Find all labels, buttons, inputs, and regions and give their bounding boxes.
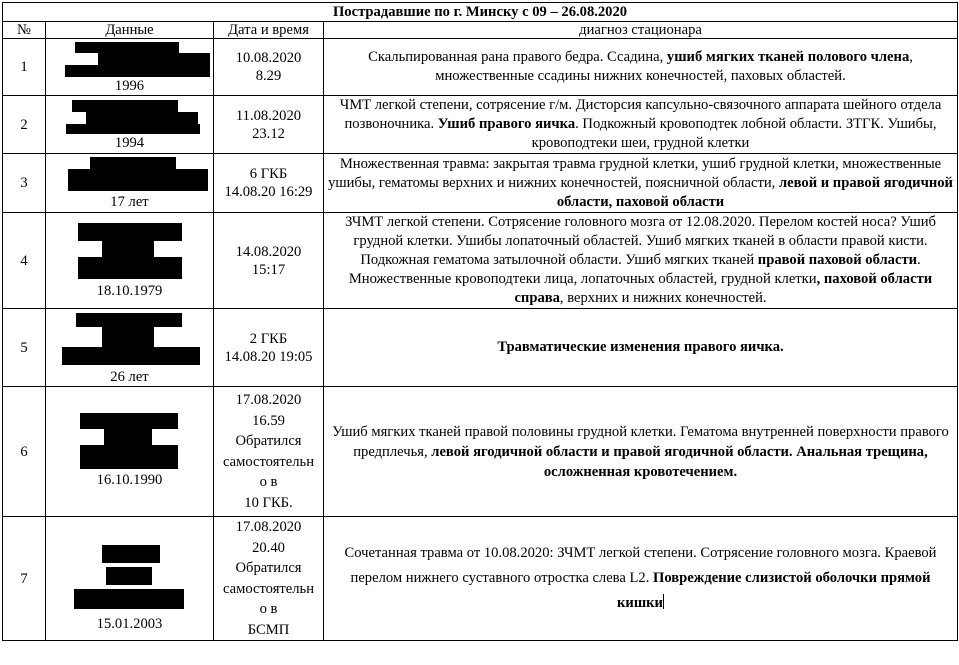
redaction-block bbox=[74, 589, 184, 609]
diagnosis-bold-text: Ушиб правого яичка bbox=[437, 116, 576, 132]
row-number: 7 bbox=[3, 517, 46, 641]
datetime-cell bbox=[214, 39, 324, 96]
data-cell bbox=[46, 213, 214, 309]
datetime-line: 23.12 bbox=[252, 125, 285, 142]
datetime-line: 14.08.20 19:05 bbox=[224, 348, 313, 365]
diagnosis-text: . Множественные кровоподтеки лица, лопаточных областей, грудной клетки bbox=[348, 252, 921, 287]
datetime-line: Обратился bbox=[235, 433, 302, 449]
redaction-block bbox=[76, 313, 182, 327]
redaction-block bbox=[62, 347, 200, 365]
datetime-line: 16.59 bbox=[252, 412, 285, 429]
diagnosis-text: . Подкожный кровоподтек лобной области. ЗТГК. Ушибы, кровоподтеки шеи, грудной клетки bbox=[531, 116, 937, 151]
table-row bbox=[3, 517, 958, 641]
datetime-cell bbox=[214, 213, 324, 309]
diagnosis-text: Ушиб мягких тканей правой половины грудной клетки. Гематома внутренней поверхности правого предплечья, bbox=[332, 423, 949, 460]
data-cell bbox=[46, 387, 214, 517]
row-number: 6 bbox=[3, 387, 46, 517]
col-header-diagnosis: диагноз стационара bbox=[324, 22, 958, 39]
datetime-line: 17.08.2020 bbox=[235, 392, 302, 408]
redaction-block bbox=[72, 100, 178, 112]
birth-data: 1994 bbox=[114, 135, 145, 151]
diagnosis-text: ЗЧМТ легкой степени. Сотрясение головного мозга от 12.08.2020. Перелом костей носа? Ушиб грудной клетки. Ушибы лопаточный областей. Ушиб мягких тканей в области правой кисти. Подкожная гематома затылочной области. Ушиб мягких тканей bbox=[345, 214, 936, 268]
datetime-line: 10 ГКБ. bbox=[244, 494, 293, 511]
diagnosis-bold-text: Повреждение слизистой оболочки прямой кишки bbox=[617, 570, 931, 611]
diagnosis-text: Скальпированная рана правого бедра. Ссадина, bbox=[368, 49, 667, 65]
datetime-line: 6 ГКБ bbox=[249, 166, 288, 182]
diagnosis-cell bbox=[324, 213, 958, 309]
datetime-line: 17.08.2020 bbox=[235, 519, 302, 535]
diagnosis-cell bbox=[324, 39, 958, 96]
diagnosis-bold-text: ушиб мягких тканей полового члена bbox=[666, 49, 910, 65]
col-header-datetime: Дата и время bbox=[214, 22, 324, 39]
datetime-line: самостоятельн bbox=[222, 453, 315, 470]
datetime-line: о в bbox=[259, 601, 278, 617]
diagnosis-bold-text: Травматические изменения правого яичка. bbox=[497, 339, 784, 355]
diagnosis-cell bbox=[324, 96, 958, 154]
datetime-line: 8.29 bbox=[255, 68, 282, 84]
redaction-block bbox=[104, 429, 152, 445]
diagnosis-text: , верхних и нижних конечностей. bbox=[559, 290, 767, 306]
redaction-block bbox=[90, 157, 176, 169]
redaction-block bbox=[98, 53, 210, 65]
birth-data: 26 лет bbox=[110, 369, 149, 385]
diagnosis-text: Множественная травма: закрытая травма грудной клетки, ушиб грудной клетки, множественные ушибы, гематомы верхних и нижних конечностей, поясничной области, bbox=[328, 155, 942, 191]
redaction-block bbox=[68, 169, 208, 181]
diagnosis-cell bbox=[324, 309, 958, 387]
birth-data: 1996 bbox=[114, 78, 145, 94]
datetime-line: 11.08.2020 bbox=[235, 107, 302, 124]
text-cursor bbox=[663, 594, 664, 609]
diagnosis-bold-text: правой паховой области bbox=[757, 252, 918, 268]
redaction-block bbox=[102, 545, 160, 563]
datetime-line: 10.08.2020 bbox=[235, 50, 302, 66]
table-row bbox=[3, 387, 958, 517]
diagnosis-text: , множественные ссадины нижних конечностей, паховых областей. bbox=[435, 49, 913, 84]
row-number: 2 bbox=[3, 96, 46, 154]
birth-data: 15.01.2003 bbox=[96, 616, 163, 632]
redaction-block bbox=[78, 257, 182, 279]
diagnosis-cell bbox=[324, 387, 958, 517]
datetime-cell bbox=[214, 387, 324, 517]
datetime-cell bbox=[214, 154, 324, 213]
data-cell bbox=[46, 309, 214, 387]
row-number: 1 bbox=[3, 39, 46, 96]
row-number: 5 bbox=[3, 309, 46, 387]
header-row bbox=[3, 22, 958, 39]
datetime-line: 14.08.20 16:29 bbox=[224, 184, 313, 200]
datetime-line: БСМП bbox=[247, 621, 290, 638]
birth-data: 16.10.1990 bbox=[96, 472, 163, 488]
datetime-line: Обратился bbox=[235, 560, 302, 576]
datetime-line: 20.40 bbox=[252, 539, 285, 556]
redaction-block bbox=[80, 413, 178, 429]
datetime-line: 2 ГКБ bbox=[249, 330, 288, 347]
data-cell bbox=[46, 517, 214, 641]
redaction-block bbox=[78, 223, 182, 241]
diagnosis-cell bbox=[324, 517, 958, 641]
redaction-block bbox=[106, 567, 152, 585]
datetime-line: о в bbox=[259, 474, 278, 490]
redaction-block bbox=[86, 112, 198, 124]
redaction-block bbox=[98, 65, 210, 77]
table-row bbox=[3, 213, 958, 309]
row-number: 3 bbox=[3, 154, 46, 213]
datetime-line: 15:17 bbox=[251, 261, 286, 278]
redaction-block bbox=[102, 327, 154, 347]
data-cell bbox=[46, 39, 214, 96]
redaction-block bbox=[80, 445, 178, 469]
table-title: Пострадавшие по г. Минску с 09 – 26.08.2020 bbox=[3, 3, 958, 22]
redaction-block bbox=[102, 241, 154, 257]
redaction-block bbox=[68, 181, 208, 191]
data-cell bbox=[46, 154, 214, 213]
data-cell bbox=[46, 96, 214, 154]
diagnosis-cell bbox=[324, 154, 958, 213]
datetime-line: самостоятельн bbox=[222, 580, 315, 597]
table-row bbox=[3, 96, 958, 154]
redaction-block bbox=[66, 124, 200, 134]
datetime-cell bbox=[214, 309, 324, 387]
datetime-line: 14.08.2020 bbox=[235, 243, 302, 260]
diagnosis-text: Сочетанная травма от 10.08.2020: ЗЧМТ легкой степени. Сотрясение головного мозга. Краевой перелом нижнего суставного отростка слева L2. bbox=[344, 545, 937, 586]
col-header-num: № bbox=[3, 22, 46, 39]
diagnosis-text: ЧМТ легкой степени, сотрясение г/м. Дисторсия капсульно-связочного аппарата шейного отдела позвоночника. bbox=[339, 97, 942, 132]
datetime-cell bbox=[214, 517, 324, 641]
birth-data: 18.10.1979 bbox=[96, 283, 163, 299]
table-row bbox=[3, 309, 958, 387]
diagnosis-bold-text: , паховой области справа bbox=[514, 271, 933, 306]
table-row bbox=[3, 39, 958, 96]
table-row bbox=[3, 154, 958, 213]
row-number: 4 bbox=[3, 213, 46, 309]
redaction-block bbox=[75, 42, 179, 53]
col-header-data: Данные bbox=[46, 22, 214, 39]
birth-data: 17 лет bbox=[110, 194, 149, 210]
diagnosis-bold-text: левой и правой ягодичной области, паховой области bbox=[556, 174, 953, 210]
diagnosis-bold-text: левой ягодичной области и правой ягодичной области. Анальная трещина, осложненная кровотечением. bbox=[431, 443, 928, 480]
datetime-cell bbox=[214, 96, 324, 154]
victims-table bbox=[2, 2, 958, 641]
